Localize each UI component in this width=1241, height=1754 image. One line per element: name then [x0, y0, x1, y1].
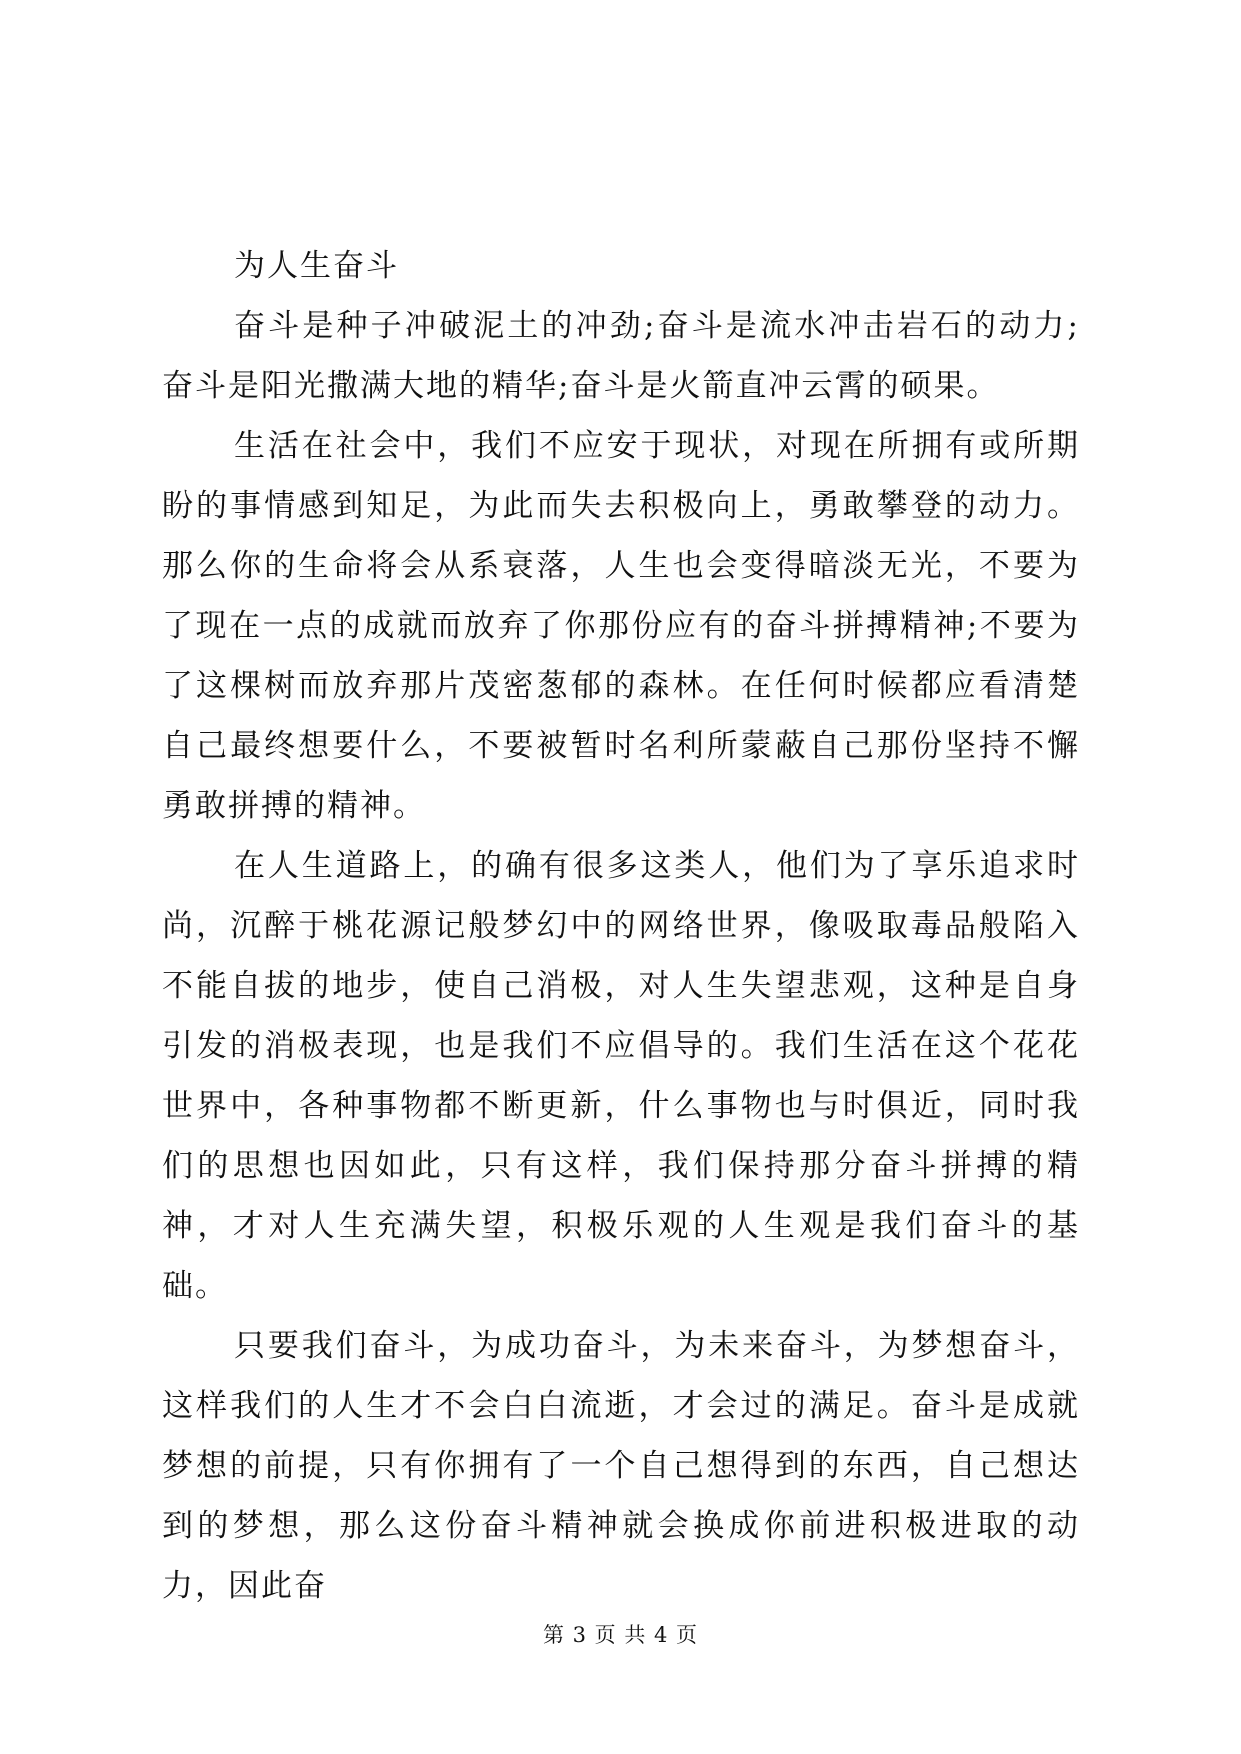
paragraph-4: 只要我们奋斗，为成功奋斗，为未来奋斗，为梦想奋斗，这样我们的人生才不会白白流逝，才会过的满足。奋斗是成就梦想的前提，只有你拥有了一个自己想得到的东西，自己想达到的梦想，那么这份奋斗精神就会换成你前进积极进取的动力，因此奋 [162, 1328, 1080, 1604]
paragraph-1: 奋斗是种子冲破泥土的冲劲;奋斗是流水冲击岩石的动力;奋斗是阳光撒满大地的精华;奋斗是火箭直冲云霄的硕果。 [162, 308, 1080, 404]
page-footer: 第 3 页 共 4 页 [542, 1623, 699, 1647]
paragraph-2: 生活在社会中，我们不应安于现状，对现在所拥有或所期盼的事情感到知足，为此而失去积极向上，勇敢攀登的动力。那么你的生命将会从系衰落，人生也会变得暗淡无光，不要为了现在一点的成就而放弃了你那份应有的奋斗拼搏精神;不要为了这棵树而放弃那片茂密葱郁的森林。在任何时候都应看清楚自己最终想要什么，不要被暂时名利所蒙蔽自己那份坚持不懈勇敢拼搏的精神。 [162, 428, 1080, 824]
document-title: 为人生奋斗 [234, 248, 399, 284]
document-body [162, 236, 1080, 1616]
paragraph-3: 在人生道路上，的确有很多这类人，他们为了享乐追求时尚，沉醉于桃花源记般梦幻中的网络世界，像吸取毒品般陷入不能自拔的地步，使自己消极，对人生失望悲观，这种是自身引发的消极表现，也是我们不应倡导的。我们生活在这个花花世界中，各种事物都不断更新，什么事物也与时俱近，同时我们的思想也因如此，只有这样，我们保持那分奋斗拼搏的精神，才对人生充满失望，积极乐观的人生观是我们奋斗的基础。 [162, 848, 1080, 1304]
